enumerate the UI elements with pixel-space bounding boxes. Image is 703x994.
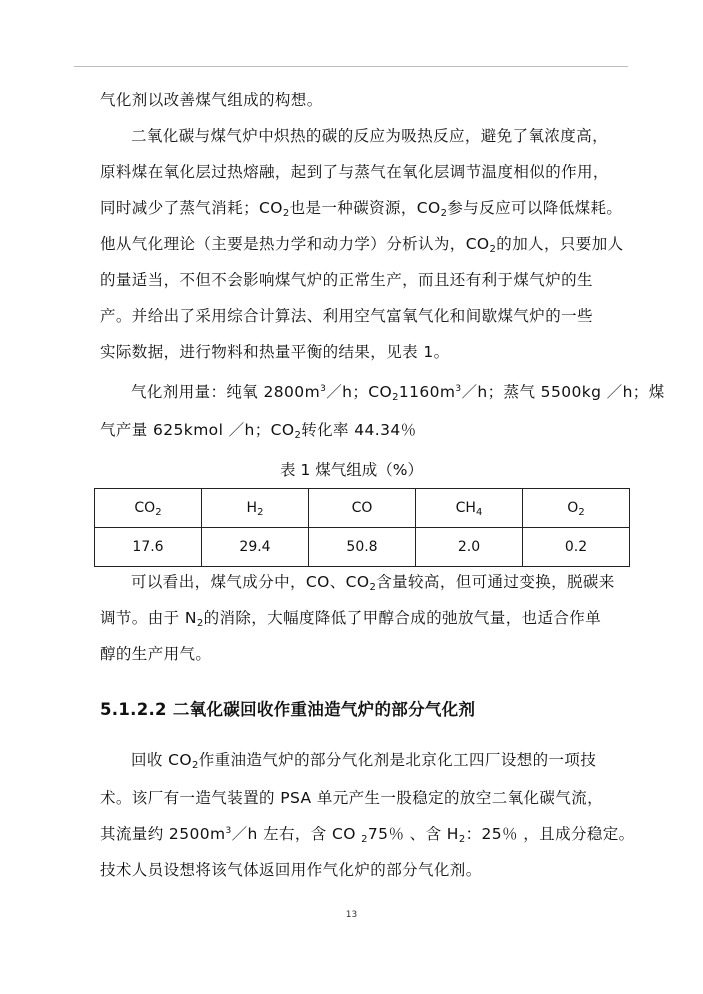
table-cell: 17.6 [95, 528, 202, 567]
paragraph-line: 气化剂以改善煤气组成的构想。 [100, 91, 323, 109]
paragraph-line: 气产量 625kmol ／h；$CO_2$转化率 44.34％ [100, 421, 417, 441]
table-cell: 29.4 [202, 528, 309, 567]
table-header-cell: $O_2$ [523, 489, 630, 528]
table-cell: 50.8 [309, 528, 416, 567]
table-header-cell: CO [309, 489, 416, 528]
table-caption: 表 1 煤气组成（%） [280, 461, 423, 479]
paragraph-line: 产。并给出了采用综合计算法、利用空气富氧气化和间歇煤气炉的一些 [100, 307, 593, 325]
section-heading: 5.1.2.2 二氧化碳回收作重油造气炉的部分气化剂 [100, 700, 476, 719]
table-header-cell: $CO_2$ [95, 489, 202, 528]
paragraph-line: 醇的生产用气。 [100, 645, 212, 663]
table-header-row [95, 489, 630, 528]
paragraph-line: 可以看出，煤气成分中，CO、$CO_2$含量较高，但可通过变换，脱碳来 [131, 573, 615, 593]
paragraph-line: 实际数据，进行物料和热量平衡的结果，见表 1。 [100, 343, 450, 361]
paragraph-line: 二氧化碳与煤气炉中炽热的碳的反应为吸热反应，避免了氧浓度高， [131, 127, 609, 145]
gas-composition-table [94, 488, 630, 567]
paragraph-line: 原料煤在氧化层过热熔融，起到了与蒸气在氧化层调节温度相似的作用， [100, 163, 609, 181]
header-rule [74, 66, 628, 67]
page-number: 13 [345, 910, 358, 920]
paragraph-line: 调节。由于 $N_2$的消除，大幅度降低了甲醇合成的弛放气量，也适合作单 [100, 609, 602, 629]
table-header-cell: $CH_4$ [416, 489, 523, 528]
table-cell: 2.0 [416, 528, 523, 567]
table-cell: 0.2 [523, 528, 630, 567]
table-row [95, 528, 630, 567]
paragraph-line: 气化剂用量：纯氧 $2800m^3/h$；$CO_21160m^3/h$；蒸气 5500kg ／h；煤 [131, 383, 665, 403]
table-header-cell: $H_2$ [202, 489, 309, 528]
paragraph-line: 他从气化理论（主要是热力学和动力学）分析认为，$CO_2$的加人，只要加人 [100, 235, 624, 255]
paragraph-line: 术。该厂有一造气装置的 PSA 单元产生一股稳定的放空二氧化碳气流， [100, 789, 604, 807]
paragraph-line: 回收 $CO_2$作重油造气炉的部分气化剂是北京化工四厂设想的一项技 [131, 751, 597, 771]
paragraph-line: 的量适当，不但不会影响煤气炉的正常生产，而且还有利于煤气炉的生 [100, 271, 593, 289]
paragraph-line: 其流量约 $2500m^3/h$ 左右，含 CO $_2$75％ 、含 $H_2$：25％ ，且成分稳定。 [100, 825, 635, 845]
paragraph-line: 技术人员设想将该气体返回用作气化炉的部分气化剂。 [100, 861, 482, 879]
paragraph-line: 同时减少了蒸气消耗；$CO_2$也是一种碳资源，$CO_2$参与反应可以降低煤耗。 [100, 199, 623, 219]
